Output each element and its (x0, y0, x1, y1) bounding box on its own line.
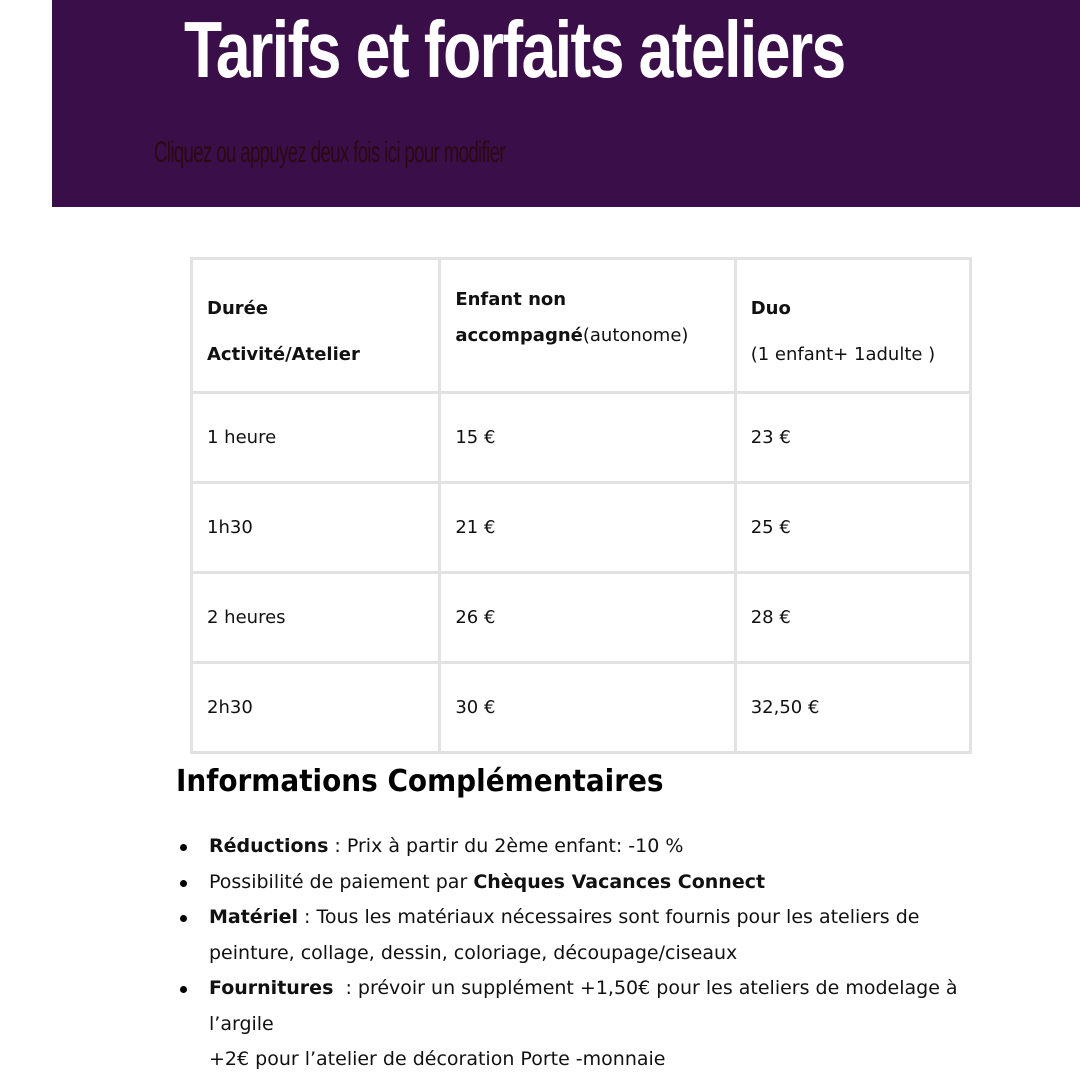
cell-duo-price: 28 € (735, 573, 970, 663)
cell-enfant-price: 30 € (440, 663, 735, 753)
header-duration-line1: Durée (207, 298, 269, 319)
item-label: Chèques Vacances Connect (473, 870, 766, 893)
cell-duo-price: 25 € (735, 483, 970, 573)
item-label: Fournitures (209, 977, 334, 999)
header-duo-line1: Duo (750, 298, 791, 319)
cell-duration: 2 heures (192, 573, 440, 663)
cell-duo-price: 23 € (735, 393, 970, 483)
item-extra-text: +2€ pour l’atelier de décoration Porte -monnaie (209, 1048, 666, 1070)
price-table (190, 257, 972, 754)
item-label: Réductions (209, 835, 329, 857)
header-duration (192, 259, 440, 393)
header-duo-line2: (1 enfant+ 1adulte ) (750, 344, 936, 365)
table-row (192, 573, 971, 663)
info-list (176, 829, 989, 1078)
header-enfant-bold: Enfant non accompagné (455, 289, 583, 346)
item-label: Matériel (209, 906, 298, 928)
cell-duo-price: 32,50 € (735, 663, 970, 753)
cell-enfant-price: 26 € (440, 573, 735, 663)
page-title: Tarifs et forfaits ateliers (184, 5, 845, 94)
list-item-fournitures (209, 971, 989, 1078)
cell-duration: 2h30 (192, 663, 440, 753)
cell-enfant-price: 15 € (440, 393, 735, 483)
table-header-row (192, 259, 971, 393)
cell-duration: 1 heure (192, 393, 440, 483)
list-item-payment (209, 865, 989, 901)
header-banner (52, 0, 1080, 207)
list-item-materiel (209, 900, 989, 971)
header-enfant-note: (autonome) (582, 325, 689, 346)
item-text: : Prix à partir du 2ème enfant: -10 % (328, 835, 684, 857)
header-enfant (440, 259, 735, 393)
table-row (192, 483, 971, 573)
table-row (192, 663, 971, 753)
info-section-title: Informations Complémentaires (176, 764, 664, 799)
header-duration-line2: Activité/Atelier (207, 344, 360, 365)
cell-enfant-price: 21 € (440, 483, 735, 573)
list-item-reductions (209, 829, 989, 865)
edit-placeholder-text[interactable]: Cliquez ou appuyez deux fois ici pour modifier (154, 136, 505, 169)
item-text: : Tous les matériaux nécessaires sont fournis pour les ateliers de peinture, collage, dessin, coloriage, découpage/ciseaux (209, 906, 920, 964)
item-text: Possibilité de paiement par (209, 870, 474, 893)
cell-duration: 1h30 (192, 483, 440, 573)
header-duo (735, 259, 970, 393)
table-row (192, 393, 971, 483)
item-text: : prévoir un supplément +1,50€ pour les ateliers de modelage à l’argile (209, 977, 964, 1035)
